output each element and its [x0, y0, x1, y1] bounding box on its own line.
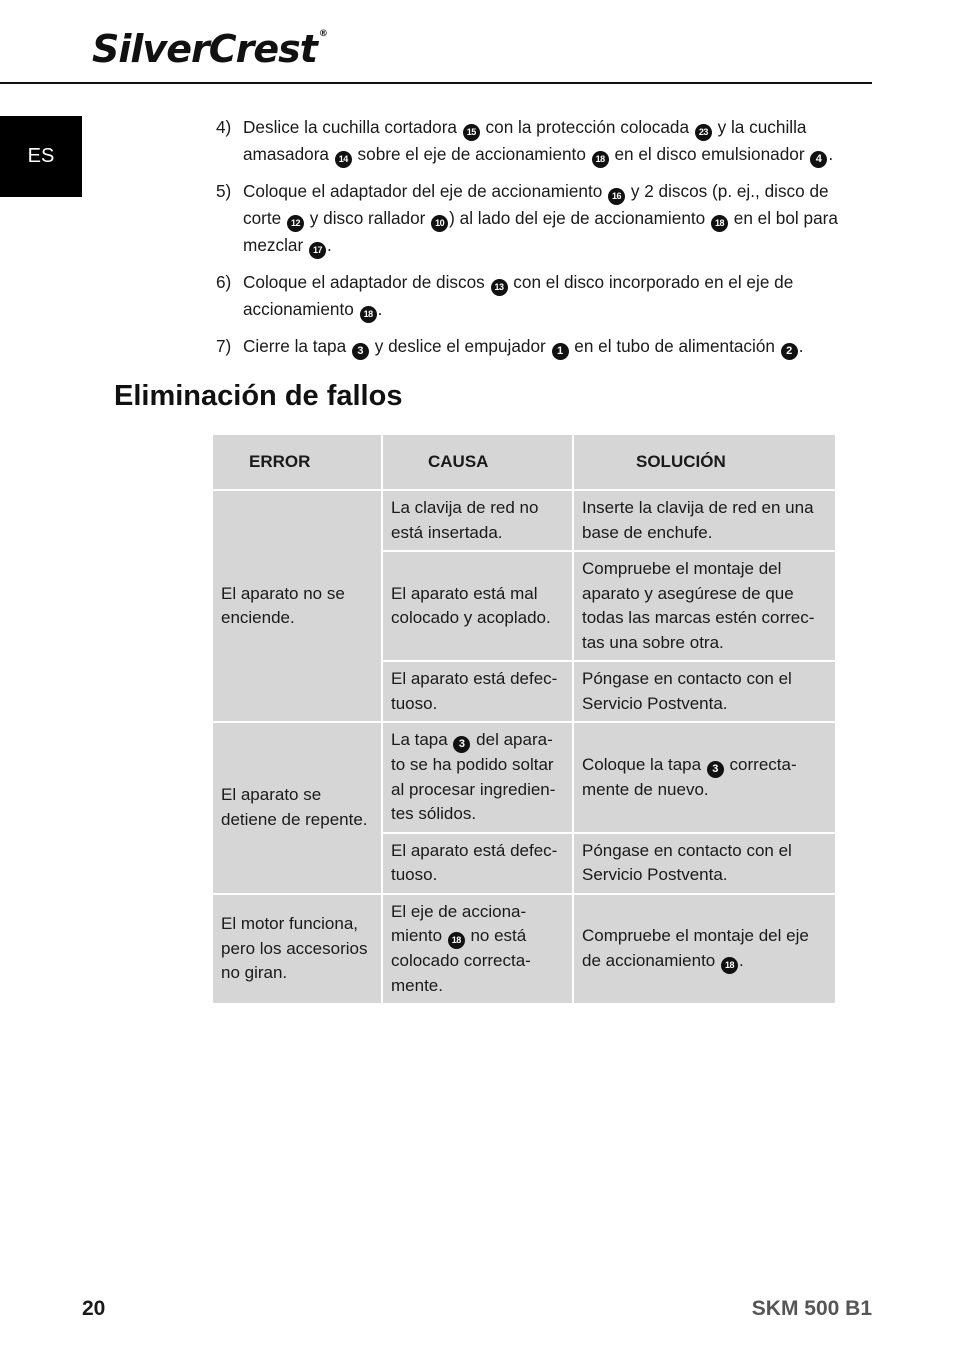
table-row: [212, 490, 836, 551]
callout-number-icon: 10: [431, 215, 448, 232]
solution-cell: Compruebe el montaje del eje de accionamiento 18 .: [573, 894, 836, 1005]
header-cause: CAUSA: [382, 434, 573, 490]
callout-number-icon: 3: [453, 736, 470, 753]
callout-number-icon: 15: [463, 124, 480, 141]
solution-cell: Póngase en contacto con el Servicio Postventa.: [573, 833, 836, 894]
header-divider: [0, 82, 872, 84]
callout-number-icon: 4: [810, 151, 827, 168]
callout-number-icon: 18: [448, 932, 465, 949]
page-number: 20: [82, 1297, 106, 1320]
callout-number-icon: 3: [707, 761, 724, 778]
callout-number-icon: 23: [695, 124, 712, 141]
registered-mark: ®: [318, 29, 328, 39]
step-item: [216, 114, 846, 168]
troubleshooting-table: [211, 433, 837, 1005]
header-error: ERROR: [212, 434, 382, 490]
step-number: 6): [216, 272, 232, 292]
solution-cell: Compruebe el montaje del aparato y asegúrese de que todas las marcas estén correc-tas una sobre otra.: [573, 551, 836, 661]
solution-cell: Inserte la clavija de red en una base de enchufe.: [573, 490, 836, 551]
cause-cell: La tapa 3 del apara-to se ha podido soltar al procesar ingredien-tes sólidos.: [382, 722, 573, 833]
step-number: 4): [216, 117, 232, 137]
callout-number-icon: 18: [360, 306, 377, 323]
model-number: SKM 500 B1: [751, 1297, 872, 1320]
cause-cell: El eje de acciona-miento 18 no está colocado correcta-mente.: [382, 894, 573, 1005]
brand-name: SilverCrest: [92, 27, 317, 71]
cause-cell: El aparato está defec-tuoso.: [382, 661, 573, 722]
step-number: 5): [216, 181, 232, 201]
step-text: Deslice la cuchilla cortadora 15 con la protección colocada 23 y la cuchilla amasadora 14 sobre el eje de accionamiento 18 en el disco emulsionador 4 .: [243, 114, 846, 168]
table-header-row: [212, 434, 836, 490]
error-cell: El aparato no se enciende.: [212, 490, 382, 722]
assembly-steps: [216, 114, 846, 370]
callout-number-icon: 18: [721, 957, 738, 974]
language-tab: ES: [0, 116, 82, 197]
step-number: 7): [216, 336, 232, 356]
callout-number-icon: 14: [335, 151, 352, 168]
callout-number-icon: 18: [592, 151, 609, 168]
callout-number-icon: 18: [711, 215, 728, 232]
cause-cell: La clavija de red no está insertada.: [382, 490, 573, 551]
step-text: Coloque el adaptador de discos 13 con el disco incorporado en el eje de accionamiento 18 .: [243, 269, 846, 323]
solution-cell: Coloque la tapa 3 correcta-mente de nuevo.: [573, 722, 836, 833]
brand-logo: [92, 27, 328, 71]
step-item: [216, 333, 846, 360]
error-cell: El aparato se detiene de repente.: [212, 722, 382, 894]
step-text: Coloque el adaptador del eje de accionamiento 16 y 2 discos (p. ej., disco de corte 12 y disco rallador 10 ) al lado del eje de accionamiento 18 en el bol para mezclar 17 .: [243, 178, 846, 259]
table-row: [212, 722, 836, 833]
table-row: [212, 894, 836, 1005]
cause-cell: El aparato está mal colocado y acoplado.: [382, 551, 573, 661]
callout-number-icon: 12: [287, 215, 304, 232]
step-item: [216, 178, 846, 259]
callout-number-icon: 13: [491, 279, 508, 296]
step-item: [216, 269, 846, 323]
callout-number-icon: 1: [552, 343, 569, 360]
cause-cell: El aparato está defec-tuoso.: [382, 833, 573, 894]
callout-number-icon: 16: [608, 188, 625, 205]
header-solution: SOLUCIÓN: [573, 434, 836, 490]
error-cell: El motor funciona, pero los accesorios no giran.: [212, 894, 382, 1005]
callout-number-icon: 2: [781, 343, 798, 360]
section-title: Eliminación de fallos: [114, 380, 403, 412]
callout-number-icon: 3: [352, 343, 369, 360]
step-text: Cierre la tapa 3 y deslice el empujador 1 en el tubo de alimentación 2 .: [243, 333, 846, 360]
callout-number-icon: 17: [309, 242, 326, 259]
solution-cell: Póngase en contacto con el Servicio Postventa.: [573, 661, 836, 722]
